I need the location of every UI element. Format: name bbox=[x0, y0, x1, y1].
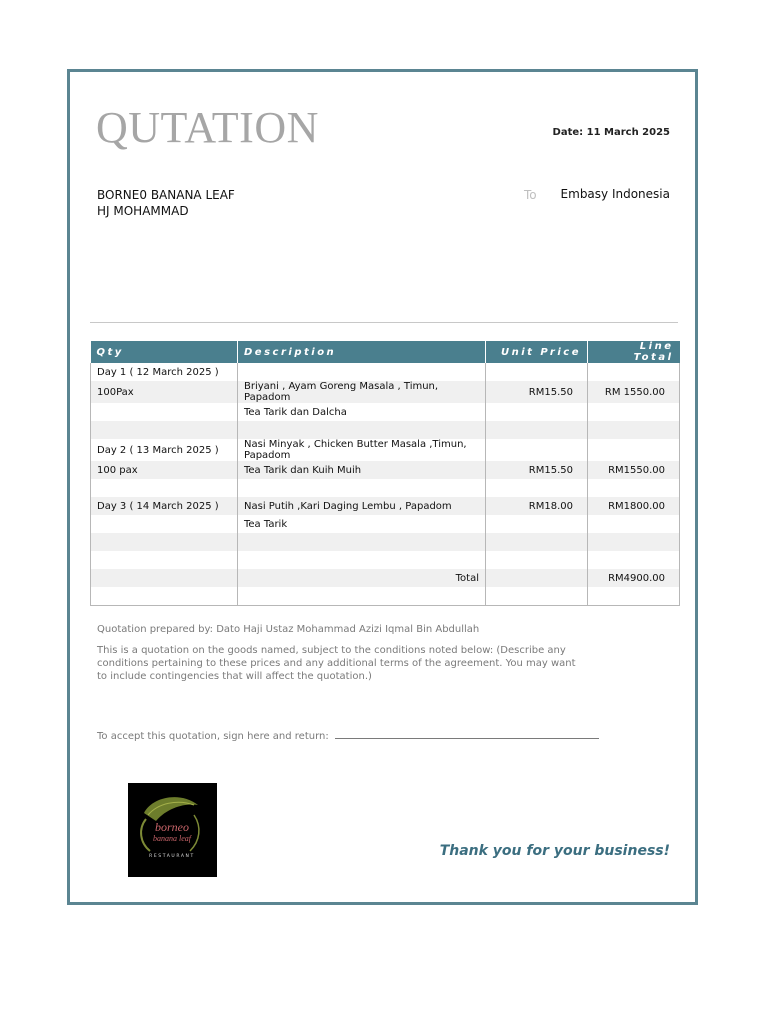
header-description: Description bbox=[238, 341, 486, 363]
cell-qty bbox=[91, 551, 238, 569]
cell-line-total: RM1800.00 bbox=[588, 497, 680, 515]
cell-line-total bbox=[588, 533, 680, 551]
signature-line[interactable] bbox=[335, 729, 599, 739]
cell-line-total: RM 1550.00 bbox=[588, 381, 680, 403]
cell-unit-price bbox=[486, 421, 588, 439]
cell-qty: Day 1 ( 12 March 2025 ) bbox=[91, 363, 238, 381]
table-row bbox=[91, 551, 680, 569]
logo-text-line1: borneo bbox=[155, 820, 189, 834]
cell-qty: Day 2 ( 13 March 2025 ) bbox=[91, 439, 238, 461]
total-row bbox=[91, 569, 680, 587]
logo-text-line2: banana leaf bbox=[153, 834, 191, 843]
cell-line-total: RM1550.00 bbox=[588, 461, 680, 479]
table-row bbox=[91, 479, 680, 497]
cell-line-total bbox=[588, 421, 680, 439]
table-row bbox=[91, 587, 680, 606]
from-person: HJ MOHAMMAD bbox=[97, 204, 189, 218]
cell-qty bbox=[91, 515, 238, 533]
cell-description: Tea Tarik bbox=[238, 515, 486, 533]
cell-qty bbox=[91, 403, 238, 421]
grand-total: RM4900.00 bbox=[588, 569, 680, 587]
cell-unit-price: RM18.00 bbox=[486, 497, 588, 515]
cell-description: Tea Tarik dan Dalcha bbox=[238, 403, 486, 421]
from-company: BORNE0 BANANA LEAF bbox=[97, 188, 235, 202]
cell-unit-price bbox=[486, 439, 588, 461]
cell-unit-price bbox=[486, 515, 588, 533]
page-title: QUTATION bbox=[96, 103, 319, 152]
cell-line-total bbox=[588, 363, 680, 381]
prepared-by: Quotation prepared by: Dato Haji Ustaz Mohammad Azizi Iqmal Bin Abdullah bbox=[97, 624, 480, 635]
cell-line-total bbox=[588, 439, 680, 461]
header-unit-price: Unit Price bbox=[486, 341, 588, 363]
cell-qty bbox=[91, 533, 238, 551]
quote-date: Date: 11 March 2025 bbox=[552, 127, 670, 138]
cell-unit-price bbox=[486, 363, 588, 381]
cell-unit-price: RM15.50 bbox=[486, 461, 588, 479]
header-line-total: Line Total bbox=[588, 341, 680, 363]
cell-unit-price bbox=[486, 569, 588, 587]
cell-qty: Day 3 ( 14 March 2025 ) bbox=[91, 497, 238, 515]
cell-unit-price bbox=[486, 533, 588, 551]
cell-qty bbox=[91, 421, 238, 439]
cell-qty bbox=[91, 569, 238, 587]
table-row bbox=[91, 515, 680, 533]
table-row bbox=[91, 421, 680, 439]
borneo-banana-leaf-logo bbox=[128, 783, 217, 877]
cell-description: Nasi Minyak , Chicken Butter Masala ,Timun, Papadom bbox=[238, 439, 486, 461]
header-qty: Qty bbox=[91, 341, 238, 363]
table-row bbox=[91, 461, 680, 479]
table-row bbox=[91, 439, 680, 461]
cell-description: Briyani , Ayam Goreng Masala , Timun, Papadom bbox=[238, 381, 486, 403]
thank-you-message: Thank you for your business! bbox=[439, 843, 670, 859]
table-row bbox=[91, 403, 680, 421]
table-row bbox=[91, 533, 680, 551]
cell-qty bbox=[91, 587, 238, 606]
cell-unit-price bbox=[486, 403, 588, 421]
table-header bbox=[91, 341, 680, 363]
cell-unit-price: RM15.50 bbox=[486, 381, 588, 403]
to-recipient: Embasy Indonesia bbox=[560, 187, 670, 201]
cell-description bbox=[238, 533, 486, 551]
cell-line-total bbox=[588, 479, 680, 497]
cell-description: Tea Tarik dan Kuih Muih bbox=[238, 461, 486, 479]
terms-text: This is a quotation on the goods named, subject to the conditions noted below: (Describe any conditions pertaining to these prices and any additional terms of the agreement. You may want to include contingencies that will affect the quotation.) bbox=[97, 645, 576, 682]
logo-text-ring: RESTAURANT bbox=[149, 854, 195, 859]
total-label: Total bbox=[238, 569, 486, 587]
cell-description bbox=[238, 363, 486, 381]
table-row bbox=[91, 363, 680, 381]
table-row bbox=[91, 497, 680, 515]
cell-unit-price bbox=[486, 479, 588, 497]
cell-line-total bbox=[588, 587, 680, 606]
table-row bbox=[91, 381, 680, 403]
cell-description bbox=[238, 479, 486, 497]
quotation-table bbox=[90, 341, 680, 606]
cell-description bbox=[238, 421, 486, 439]
cell-qty: 100 pax bbox=[91, 461, 238, 479]
cell-line-total bbox=[588, 403, 680, 421]
cell-qty bbox=[91, 479, 238, 497]
cell-line-total bbox=[588, 515, 680, 533]
cell-description: Nasi Putih ,Kari Daging Lembu , Papadom bbox=[238, 497, 486, 515]
cell-unit-price bbox=[486, 551, 588, 569]
to-label: To bbox=[524, 188, 537, 202]
acceptance-text: To accept this quotation, sign here and return: bbox=[97, 731, 329, 742]
acceptance-line bbox=[97, 729, 599, 742]
cell-description bbox=[238, 551, 486, 569]
cell-line-total bbox=[588, 551, 680, 569]
cell-unit-price bbox=[486, 587, 588, 606]
from-block bbox=[97, 187, 235, 219]
cell-qty: 100Pax bbox=[91, 381, 238, 403]
cell-description bbox=[238, 587, 486, 606]
divider bbox=[90, 322, 678, 323]
